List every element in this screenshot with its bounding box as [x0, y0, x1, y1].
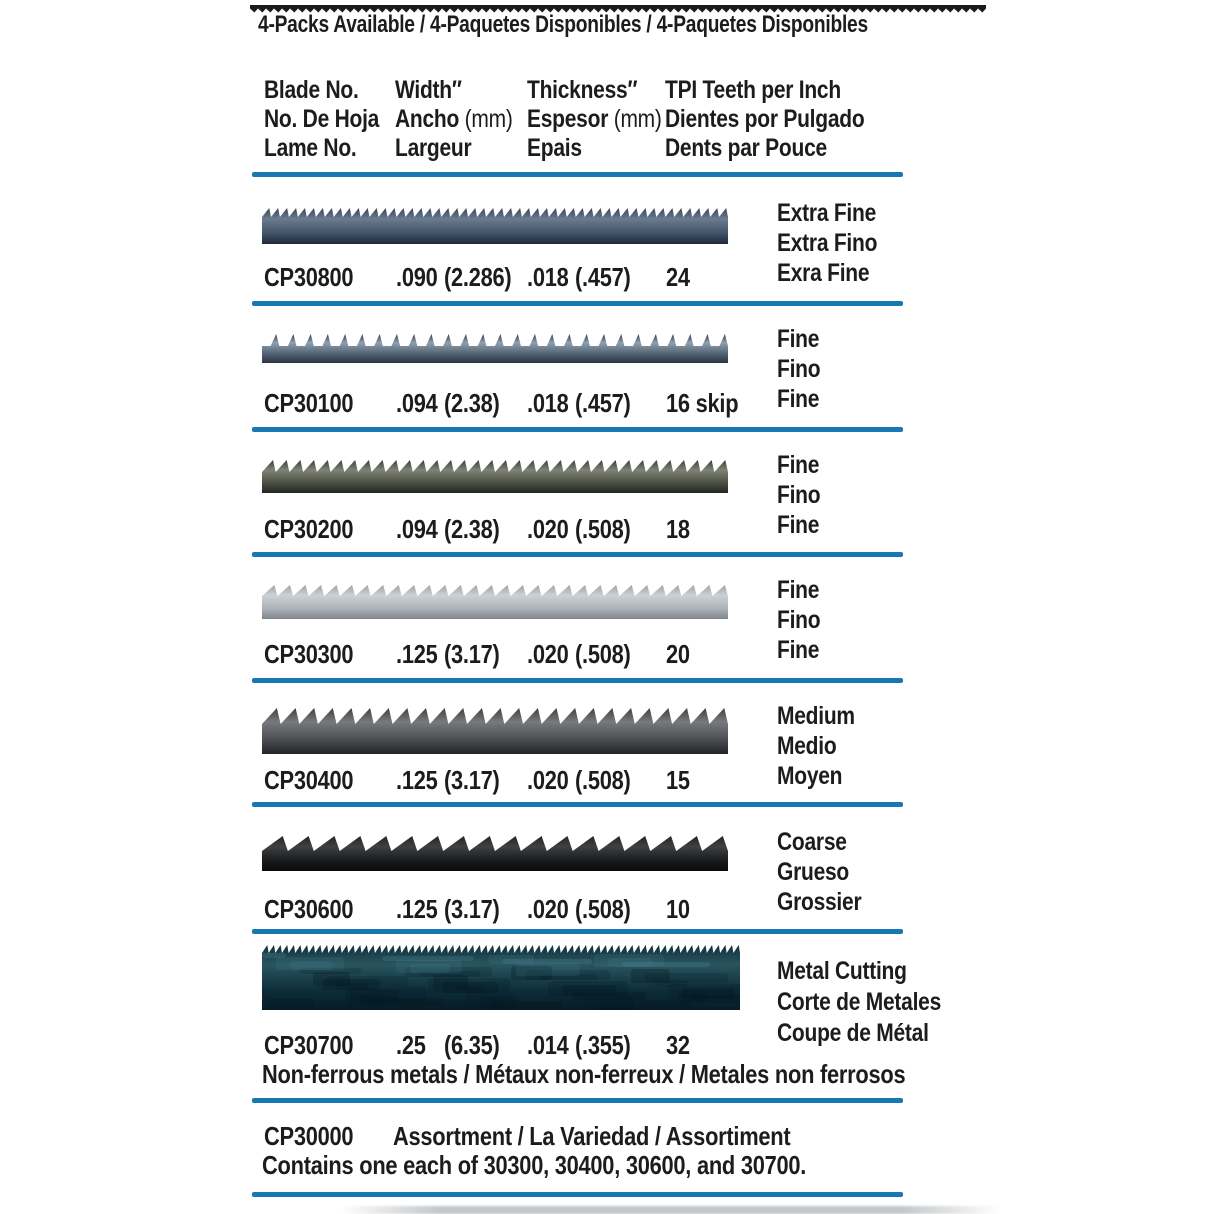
- thickness-inch: .014: [527, 1030, 569, 1060]
- blade-no: CP30600: [264, 894, 354, 924]
- divider: [252, 427, 903, 432]
- column-header-blade-no: Blade No. No. De Hoja Lame No.: [264, 76, 380, 162]
- blade-photo: [262, 708, 728, 754]
- column-header-thickness: Thickness″ Espesor (mm) Epais: [527, 76, 662, 162]
- thickness-mm: (.355): [575, 1030, 631, 1060]
- width-inch: .25: [396, 1030, 426, 1060]
- width-inch: .094: [396, 514, 438, 544]
- blade-photo: [262, 836, 728, 871]
- grade-labels: Coarse Grueso Grossier: [777, 828, 862, 916]
- tpi-value: 15: [666, 765, 690, 795]
- blade-photo: [262, 945, 740, 1010]
- thickness-mm: (.508): [575, 894, 631, 924]
- thickness-inch: .020: [527, 894, 569, 924]
- width-inch: .125: [396, 765, 438, 795]
- blade-no: CP30200: [264, 514, 354, 544]
- thickness-inch: .020: [527, 514, 569, 544]
- blade-no: CP30800: [264, 262, 354, 292]
- tpi-value: 24: [666, 262, 690, 292]
- divider: [252, 172, 903, 177]
- grade-labels: Fine Fino Fine: [777, 325, 821, 413]
- tpi-value: 32: [666, 1030, 690, 1060]
- width-inch: .090: [396, 262, 438, 292]
- blade-photo: [262, 208, 728, 244]
- top-blade-edge: [250, 0, 986, 8]
- grade-labels: Fine Fino Fine: [777, 576, 821, 664]
- grade-labels: Extra Fine Extra Fino Exra Fine: [777, 199, 878, 287]
- blade-photo: [262, 460, 728, 493]
- divider: [252, 552, 903, 557]
- divider: [252, 301, 903, 306]
- assortment-line: [0, 1121, 1214, 1151]
- blade-photo: [262, 334, 728, 363]
- width-mm: (2.286): [444, 262, 512, 292]
- bottom-scan-artifact: [340, 1206, 1000, 1214]
- spec-line: [0, 765, 1214, 795]
- thickness-mm: (.457): [575, 262, 631, 292]
- column-header-width: Width″ Ancho (mm) Largeur: [395, 76, 513, 162]
- spec-line: [0, 894, 1214, 924]
- thickness-inch: .018: [527, 388, 569, 418]
- thickness-inch: .018: [527, 262, 569, 292]
- tpi-value: 20: [666, 639, 690, 669]
- blade-no: CP30400: [264, 765, 354, 795]
- assortment-contents: Contains one each of 30300, 30400, 30600, and 30700.: [262, 1150, 807, 1180]
- divider: [252, 929, 903, 934]
- width-mm: (6.35): [444, 1030, 500, 1060]
- width-mm: (2.38): [444, 388, 500, 418]
- page-title: [258, 11, 1020, 39]
- grade-labels: Fine Fino Fine: [777, 451, 821, 539]
- width-mm: (3.17): [444, 639, 500, 669]
- grade-labels: Medium Medio Moyen: [777, 702, 855, 790]
- blade-photo: [262, 585, 728, 619]
- divider: [252, 1098, 903, 1103]
- divider: [252, 1192, 903, 1197]
- column-header-tpi: TPI Teeth per Inch Dientes por Pulgado Dents par Pouce: [665, 76, 865, 162]
- spec-line: [0, 388, 1214, 418]
- page-title-text: 4-Packs Available / 4-Paquetes Disponibles / 4-Paquetes Disponibles: [258, 11, 868, 38]
- tpi-value: 18: [666, 514, 690, 544]
- grade-labels: Metal Cutting Corte de Metales Coupe de Métal: [777, 957, 942, 1047]
- thickness-mm: (.508): [575, 514, 631, 544]
- non-ferrous-note: Non-ferrous metals / Métaux non-ferreux / Metales non ferrosos: [262, 1059, 906, 1089]
- width-inch: .125: [396, 894, 438, 924]
- width-mm: (3.17): [444, 894, 500, 924]
- blade-no: CP30000: [264, 1121, 354, 1151]
- thickness-inch: .020: [527, 765, 569, 795]
- tpi-value: 16 skip: [666, 388, 739, 418]
- width-inch: .125: [396, 639, 438, 669]
- spec-line: [0, 514, 1214, 544]
- thickness-mm: (.508): [575, 639, 631, 669]
- spec-line: [0, 639, 1214, 669]
- divider: [252, 678, 903, 683]
- width-inch: .094: [396, 388, 438, 418]
- spec-line: [0, 1030, 1214, 1060]
- blade-no: CP30300: [264, 639, 354, 669]
- spec-line: [0, 262, 1214, 292]
- thickness-mm: (.457): [575, 388, 631, 418]
- thickness-mm: (.508): [575, 765, 631, 795]
- thickness-inch: .020: [527, 639, 569, 669]
- divider: [252, 802, 903, 807]
- blade-no: CP30700: [264, 1030, 354, 1060]
- tpi-value: 10: [666, 894, 690, 924]
- blade-no: CP30100: [264, 388, 354, 418]
- assortment-label: Assortment / La Variedad / Assortiment: [393, 1121, 791, 1151]
- width-mm: (2.38): [444, 514, 500, 544]
- width-mm: (3.17): [444, 765, 500, 795]
